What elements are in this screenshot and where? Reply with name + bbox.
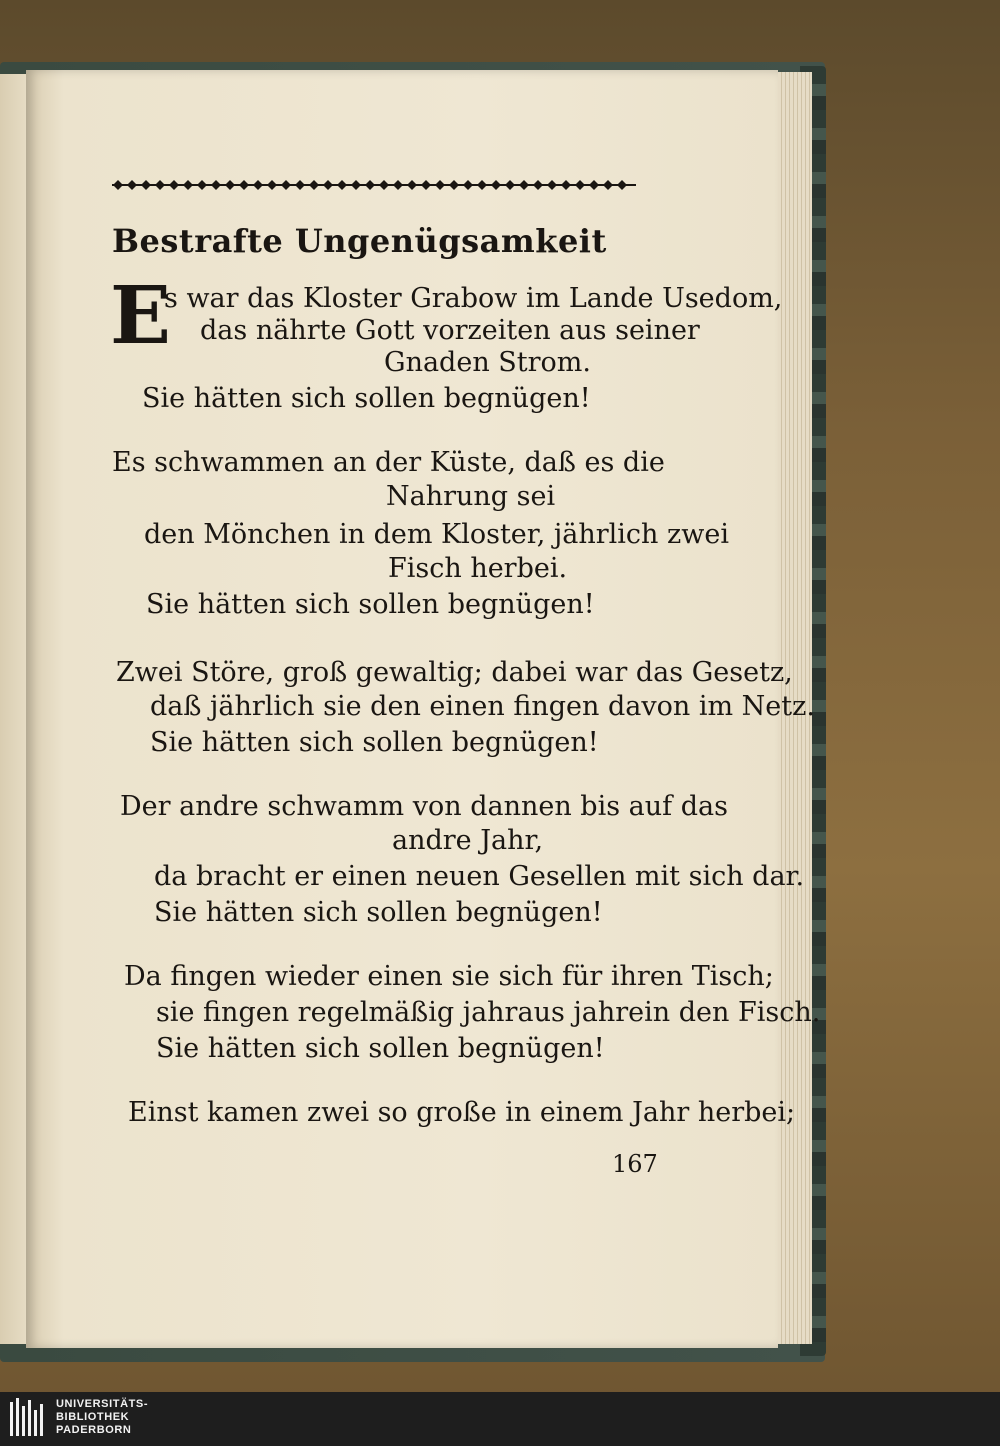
poem-line: Der andre schwamm von dannen bis auf das [120, 791, 728, 822]
poem-line: Sie hätten sich sollen begnügen! [156, 1033, 605, 1064]
ornament-diamond [561, 180, 571, 190]
page-number: 167 [612, 1150, 658, 1178]
poem-line: Einst kamen zwei so große in einem Jahr herbei; [128, 1097, 796, 1128]
poem-line: Sie hätten sich sollen begnügen! [154, 897, 603, 928]
ornament-diamond [365, 180, 375, 190]
ornament-diamond [533, 180, 543, 190]
library-name-line: UNIVERSITÄTS- [56, 1398, 149, 1410]
poem-line: den Mönchen in dem Kloster, jährlich zwei [144, 519, 729, 550]
ornament-diamond [281, 180, 291, 190]
library-name-line: BIBLIOTHEK [56, 1411, 130, 1423]
poem-line: sie fingen regelmäßig jahraus jahrein den Fisch. [156, 997, 821, 1028]
ornament-diamond [519, 180, 529, 190]
poem-line: s war das Kloster Grabow im Lande Usedom, [164, 283, 783, 314]
library-name [56, 1398, 148, 1437]
ornament-diamond [547, 180, 557, 190]
poem-line: daß jährlich sie den einen fingen davon im Netz. [150, 691, 815, 722]
ornament-diamond [169, 180, 179, 190]
poem-line: Sie hätten sich sollen begnügen! [146, 589, 595, 620]
left-page-edge [0, 74, 26, 1344]
poem-title: Bestrafte Ungenügsamkeit [112, 222, 607, 260]
drop-cap-initial: E [110, 268, 171, 362]
ornament-diamond [183, 180, 193, 190]
poem-line: Zwei Störe, groß gewaltig; dabei war das Gesetz, [116, 657, 793, 688]
ornament-diamond [127, 180, 137, 190]
ornament-diamond [491, 180, 501, 190]
ornament-diamond [463, 180, 473, 190]
poem-line: das nährte Gott vorzeiten aus seiner [200, 315, 700, 346]
poem-line: Es schwammen an der Küste, daß es die [112, 447, 665, 478]
ornament-diamond [113, 180, 123, 190]
ornament-diamond [225, 180, 235, 190]
poem-line: Da fingen wieder einen sie sich für ihren Tisch; [124, 961, 774, 992]
ornament-diamond [589, 180, 599, 190]
ornament-diamond [253, 180, 263, 190]
ornament-diamond [337, 180, 347, 190]
ornament-diamond [295, 180, 305, 190]
ornament-diamond [155, 180, 165, 190]
library-footer-bar [0, 1392, 1000, 1446]
ornament-diamond [617, 180, 627, 190]
ornament-diamond [407, 180, 417, 190]
library-name-line: PADERBORN [56, 1424, 132, 1436]
poem-line: Sie hätten sich sollen begnügen! [142, 383, 591, 414]
ornament-diamond [449, 180, 459, 190]
ornament-diamond [477, 180, 487, 190]
ornament-diamond [323, 180, 333, 190]
ornament-diamond [435, 180, 445, 190]
poem-line: da bracht er einen neuen Gesellen mit sich dar. [154, 861, 805, 892]
ornament-diamond [141, 180, 151, 190]
ornament-diamond [393, 180, 403, 190]
poem-line: Nahrung sei [386, 481, 556, 512]
ornament-diamond [421, 180, 431, 190]
poem-line: Gnaden Strom. [384, 347, 591, 378]
ornament-diamond [211, 180, 221, 190]
ornament-diamond [197, 180, 207, 190]
ornament-diamond [505, 180, 515, 190]
ornament-diamond [379, 180, 389, 190]
ornament-diamond [309, 180, 319, 190]
library-logo-icon [8, 1396, 50, 1442]
poem-line: andre Jahr, [392, 825, 544, 856]
ornament-diamond [575, 180, 585, 190]
ornament-diamond [603, 180, 613, 190]
poem-line: Sie hätten sich sollen begnügen! [150, 727, 599, 758]
ornament-diamond [351, 180, 361, 190]
ornament-diamond [239, 180, 249, 190]
ornament-diamond [267, 180, 277, 190]
ornament-rule [112, 178, 636, 192]
poem-line: Fisch herbei. [388, 553, 568, 584]
